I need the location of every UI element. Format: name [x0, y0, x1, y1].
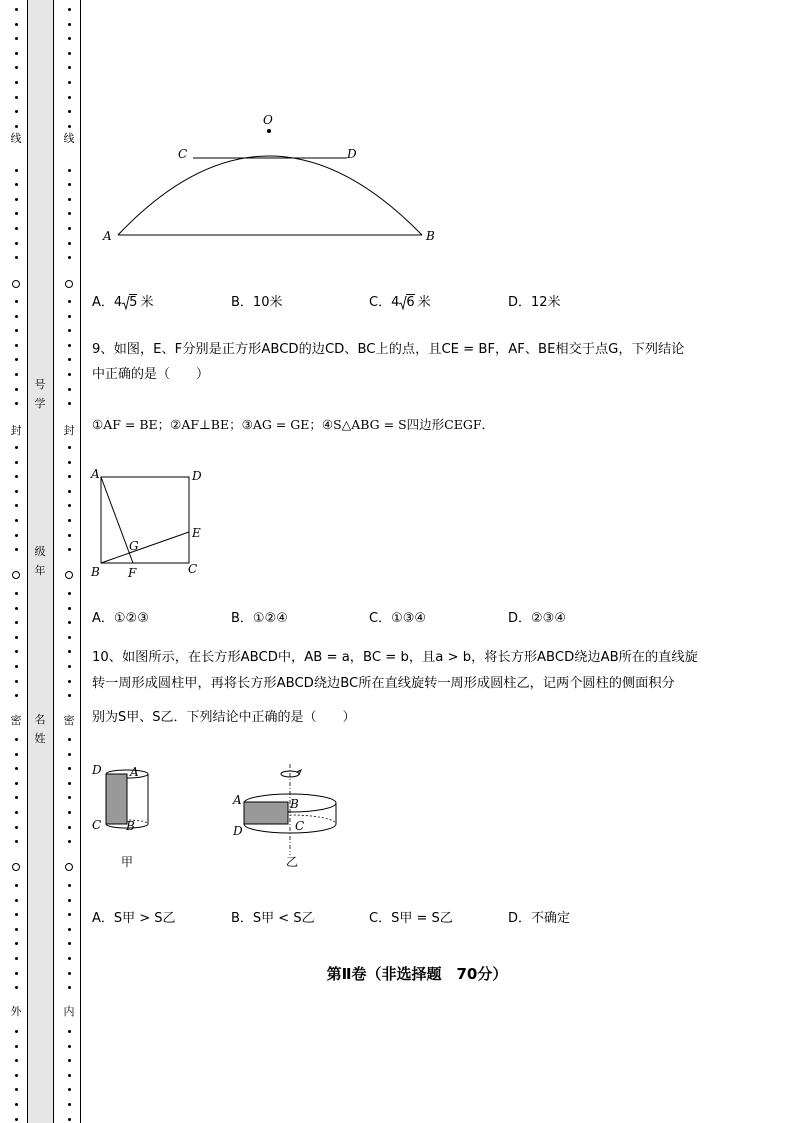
- margin-dot: [68, 534, 71, 537]
- label-d: D: [192, 469, 202, 483]
- margin-dot: [15, 767, 18, 770]
- label-c: C: [188, 562, 198, 576]
- margin-dot: [15, 942, 18, 945]
- margin-dot: [68, 1045, 71, 1048]
- margin-dot: [15, 753, 18, 756]
- margin-dot: [15, 694, 18, 697]
- margin-dot: [15, 81, 18, 84]
- margin-dot: [15, 1088, 18, 1091]
- margin-dot: [68, 52, 71, 55]
- arch-curve: [118, 156, 422, 235]
- margin-dot: [68, 110, 71, 113]
- margin-dot: [68, 548, 71, 551]
- margin-dot: [15, 1074, 18, 1077]
- q8-option-b: B．10米: [231, 295, 283, 310]
- margin-dot: [68, 592, 71, 595]
- margin-dot: [15, 23, 18, 26]
- label-g: G: [129, 539, 139, 553]
- margin-dot: [15, 110, 18, 113]
- margin-dot: [68, 66, 71, 69]
- margin-dot: [68, 796, 71, 799]
- margin-dot: [68, 1074, 71, 1077]
- margin-dot: [15, 548, 18, 551]
- outer-mark-outside: 外: [10, 1005, 22, 1018]
- margin-dot: [15, 169, 18, 172]
- q8-option-d: D．12米: [508, 295, 561, 310]
- margin-dot: [15, 650, 18, 653]
- margin-dot: [68, 227, 71, 230]
- q9-option-c: C．①③④: [369, 611, 427, 626]
- q9-option-b: B．①②④: [231, 611, 288, 626]
- label-d: D: [347, 147, 357, 161]
- margin-dot: [68, 242, 71, 245]
- margin-dot: [15, 227, 18, 230]
- margin-dot: [68, 811, 71, 814]
- margin-dot: [15, 519, 18, 522]
- q10-option-d: D．不确定: [508, 911, 571, 926]
- margin-dot: [68, 913, 71, 916]
- q10-stem-line1: 10、如图所示，在长方形ABCD中，AB = a，BC = b，且a > b，将长方形ABCD绕边AB所在的直线旋: [92, 650, 698, 665]
- margin-dot: [15, 37, 18, 40]
- label-c: C: [178, 147, 188, 161]
- margin-dot: [15, 957, 18, 960]
- label-f: F: [128, 566, 137, 580]
- margin-dot: [15, 242, 18, 245]
- section-title: 第Ⅱ卷（非选择题 70分）: [326, 965, 508, 983]
- inner-mark-secret: 密: [63, 714, 75, 727]
- margin-rule: [80, 0, 81, 1123]
- margin-dot: [15, 344, 18, 347]
- margin-dot: [15, 446, 18, 449]
- margin-dot: [15, 607, 18, 610]
- label-a: A: [91, 467, 100, 481]
- margin-dot: [68, 899, 71, 902]
- margin-dot: [15, 183, 18, 186]
- q9-option-d: D．②③④: [508, 611, 566, 626]
- label-d: D: [233, 824, 243, 838]
- label-b: B: [290, 797, 299, 811]
- point-o: [267, 129, 271, 133]
- margin-dot: [68, 388, 71, 391]
- margin-dot: [15, 782, 18, 785]
- q9-statements: ①AF = BE；②AF⊥BE；③AG = GE；④S△ABG = S四边形CEGF．: [92, 417, 495, 432]
- segment-be: [101, 532, 189, 563]
- margin-dot: [15, 212, 18, 215]
- margin-dot: [15, 256, 18, 259]
- margin-dot: [68, 694, 71, 697]
- margin-dot: [15, 1059, 18, 1062]
- q8-option-c: C．4 6 米: [369, 295, 431, 310]
- margin-dot: [68, 928, 71, 931]
- margin-dot: [15, 811, 18, 814]
- margin-dot: [15, 475, 18, 478]
- q9-stem-line2: 中正确的是（ ）: [92, 367, 210, 382]
- label-o: O: [263, 113, 273, 127]
- margin-dot: [68, 1059, 71, 1062]
- margin-dot: [15, 300, 18, 303]
- label-b: B: [91, 565, 100, 579]
- margin-dot: [68, 23, 71, 26]
- margin-dot: [68, 636, 71, 639]
- margin-dot: [15, 899, 18, 902]
- outer-mark-secret: 密: [10, 714, 22, 727]
- label-a: A: [233, 793, 242, 807]
- label-b: B: [126, 819, 135, 833]
- outer-mark-seal: 封: [10, 424, 22, 437]
- label-e: E: [192, 526, 201, 540]
- margin-dot: [68, 212, 71, 215]
- margin-dot: [15, 358, 18, 361]
- margin-dot: [68, 957, 71, 960]
- margin-dot: [68, 198, 71, 201]
- margin-dot: [15, 680, 18, 683]
- margin-dot: [68, 519, 71, 522]
- q10-option-c: C．S甲 = S乙: [369, 911, 453, 926]
- margin-dot: [68, 767, 71, 770]
- label-c: C: [92, 818, 102, 832]
- cylinder-jia-figure: [88, 760, 168, 870]
- margin-dot: [68, 738, 71, 741]
- margin-dot: [15, 490, 18, 493]
- margin-dot: [68, 986, 71, 989]
- label-a: A: [130, 765, 139, 779]
- margin-dot: [68, 840, 71, 843]
- rectangle-abcd: [244, 802, 288, 824]
- margin-dot: [68, 475, 71, 478]
- margin-dot: [15, 928, 18, 931]
- margin-dot: [68, 329, 71, 332]
- margin-dot: [15, 884, 18, 887]
- margin-dot: [68, 96, 71, 99]
- q10-stem-line2: 转一周形成圆柱甲，再将长方形ABCD绕边BC所在直线旋转一周形成圆柱乙，记两个圆柱的侧面积分: [92, 676, 675, 691]
- margin-dot: [15, 840, 18, 843]
- margin-dot: [15, 796, 18, 799]
- label-d: D: [92, 763, 102, 777]
- inner-mark-inside: 内: [63, 1005, 75, 1018]
- outer-circle: [12, 863, 20, 871]
- margin-dot: [68, 169, 71, 172]
- margin-dot: [15, 329, 18, 332]
- cylinder-yi-figure: [228, 760, 348, 870]
- margin-dot: [68, 650, 71, 653]
- margin-dot: [68, 1088, 71, 1091]
- margin-dot: [68, 782, 71, 785]
- outer-circle: [12, 280, 20, 288]
- inner-mark-seal: 封: [63, 424, 75, 437]
- inner-circle: [65, 280, 73, 288]
- margin-dot: [68, 373, 71, 376]
- q10-stem-line3: 别为S甲、S乙．下列结论中正确的是（ ）: [92, 710, 356, 725]
- margin-dot: [68, 1103, 71, 1106]
- q9-option-a: A．①②③: [92, 611, 149, 626]
- margin-dot: [68, 256, 71, 259]
- grade-field: 级年: [34, 545, 46, 577]
- label-c: C: [295, 819, 305, 833]
- inner-mark-line: 线: [63, 132, 75, 145]
- margin-dot: [68, 125, 71, 128]
- square-figure: [88, 464, 218, 584]
- margin-dot: [15, 665, 18, 668]
- rectangle-abcd: [106, 774, 127, 824]
- inner-circle: [65, 863, 73, 871]
- outer-circle: [12, 571, 20, 579]
- margin-dot: [68, 942, 71, 945]
- margin-dot: [68, 826, 71, 829]
- margin-dot: [15, 52, 18, 55]
- margin-dot: [68, 490, 71, 493]
- margin-dot: [68, 358, 71, 361]
- q10-option-a: A．S甲 > S乙: [92, 911, 176, 926]
- q10-option-b: B．S甲 < S乙: [231, 911, 315, 926]
- inner-circle: [65, 571, 73, 579]
- q8-option-a: A．4 5 米: [92, 295, 154, 310]
- margin-dot: [68, 504, 71, 507]
- q9-stem-line1: 9、如图，E、F分别是正方形ABCD的边CD、BC上的点，且CE = BF，AF、BE相交于点G，下列结论: [92, 342, 685, 357]
- margin-dot: [68, 621, 71, 624]
- margin-dot: [15, 1045, 18, 1048]
- margin-dot: [15, 96, 18, 99]
- outer-mark-line: 线: [10, 132, 22, 145]
- margin-dot: [15, 636, 18, 639]
- margin-dot: [15, 461, 18, 464]
- margin-dot: [68, 461, 71, 464]
- margin-dot: [68, 183, 71, 186]
- margin-dot: [68, 402, 71, 405]
- margin-dot: [15, 373, 18, 376]
- margin-dot: [15, 125, 18, 128]
- margin-dot: [68, 753, 71, 756]
- margin-dot: [15, 592, 18, 595]
- margin-dot: [15, 388, 18, 391]
- margin-dot: [15, 1118, 18, 1121]
- margin-dot: [15, 402, 18, 405]
- margin-dot: [15, 621, 18, 624]
- name-field: 名姓: [34, 713, 46, 745]
- margin-dot: [15, 986, 18, 989]
- margin-dot: [15, 738, 18, 741]
- margin-dot: [15, 66, 18, 69]
- margin-dot: [68, 8, 71, 11]
- margin-dot: [68, 37, 71, 40]
- margin-dot: [68, 1030, 71, 1033]
- label-yi: 乙: [286, 855, 299, 869]
- margin-dot: [15, 8, 18, 11]
- margin-dot: [68, 344, 71, 347]
- margin-dot: [68, 300, 71, 303]
- margin-dot: [68, 680, 71, 683]
- label-jia: 甲: [121, 855, 134, 869]
- margin-dot: [15, 315, 18, 318]
- label-a: A: [103, 229, 112, 243]
- margin-dot: [15, 534, 18, 537]
- margin-dot: [68, 315, 71, 318]
- margin-dot: [15, 1030, 18, 1033]
- margin-dot: [68, 81, 71, 84]
- student-number-field: 号学: [34, 378, 46, 410]
- square-abcd: [101, 477, 189, 563]
- margin-dot: [15, 198, 18, 201]
- label-b: B: [426, 229, 435, 243]
- margin-dot: [15, 826, 18, 829]
- margin-dot: [15, 1103, 18, 1106]
- margin-dot: [68, 1118, 71, 1121]
- margin-dot: [68, 665, 71, 668]
- margin-dot: [68, 607, 71, 610]
- arch-figure: [90, 108, 450, 248]
- margin-dot: [68, 884, 71, 887]
- margin-dot: [15, 913, 18, 916]
- margin-dot: [15, 504, 18, 507]
- margin-dot: [68, 446, 71, 449]
